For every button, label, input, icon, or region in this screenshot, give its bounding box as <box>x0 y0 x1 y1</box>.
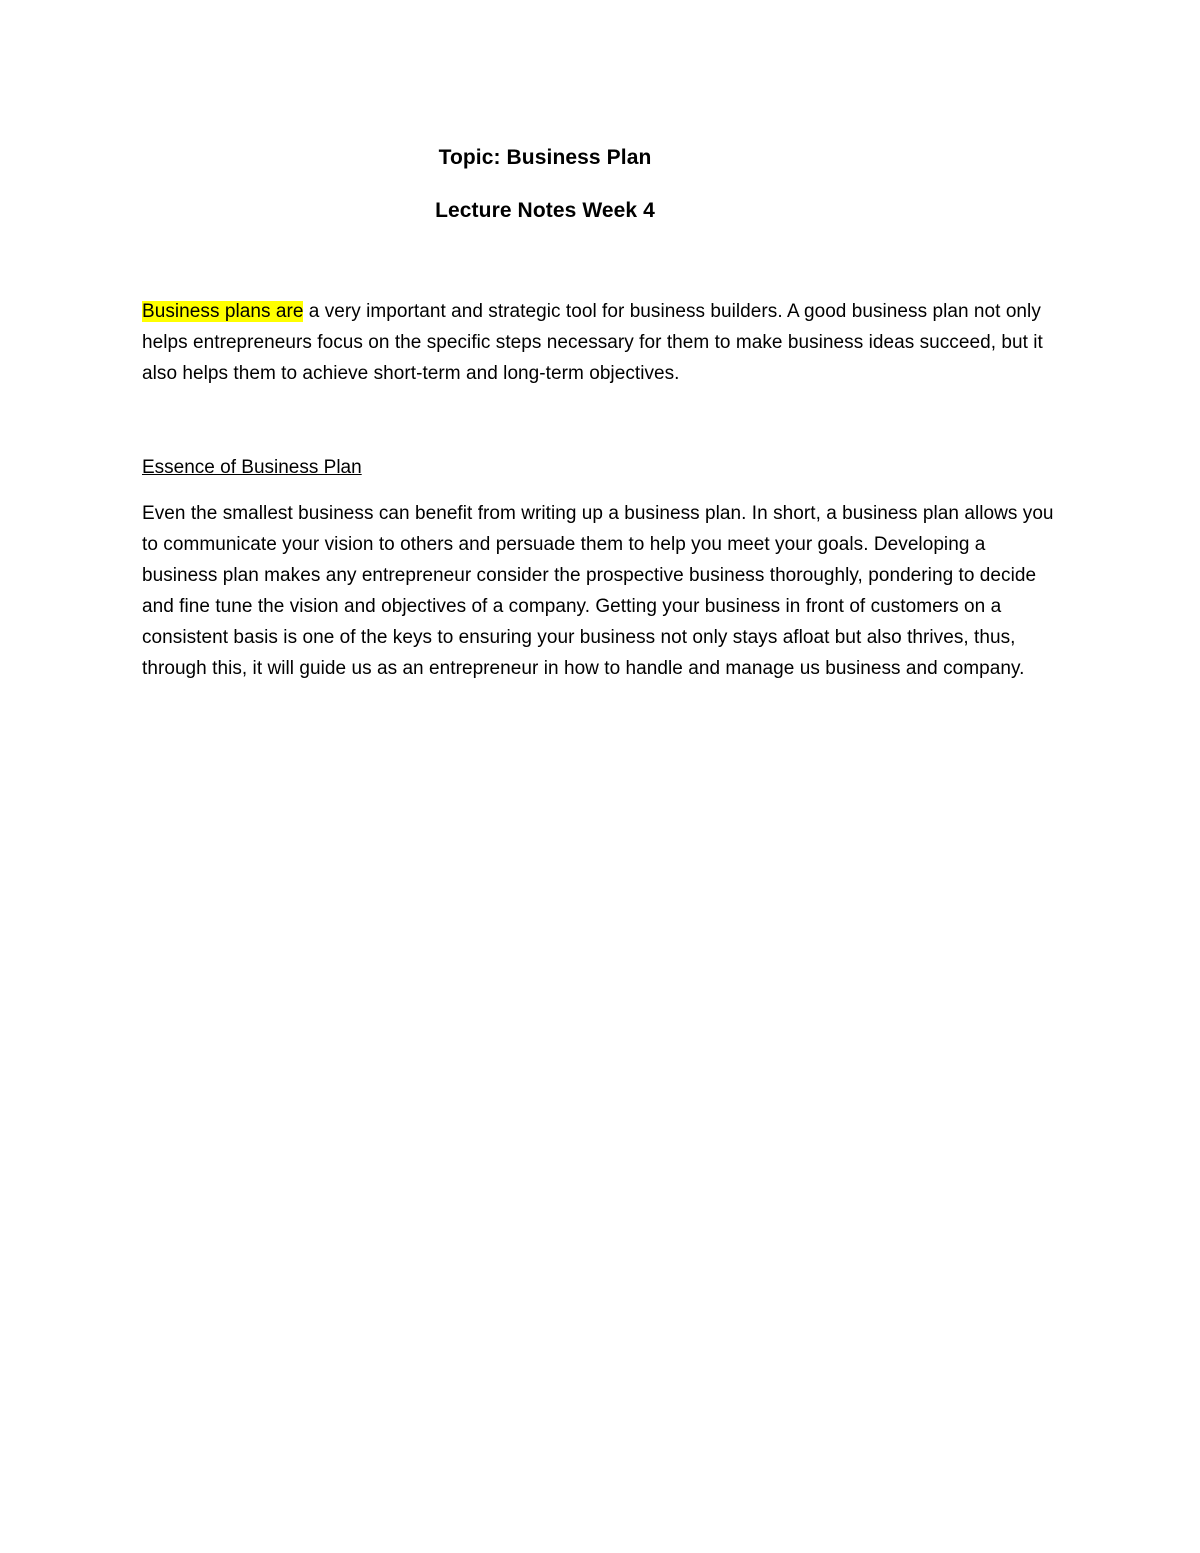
section-heading: Essence of Business Plan <box>142 457 362 478</box>
highlighted-text: Business plans are <box>142 301 304 322</box>
intro-paragraph <box>142 296 1062 389</box>
section-body: Even the smallest business can benefit from writing up a business plan. In short, a business plan allows you to communicate your vision to others and persuade them to help you meet your goals. Developing a business plan makes any entrepreneur consider the prospective business thoroughly, pondering to decide and fine tune the vision and objectives of a company. Getting your business in front of customers on a consistent basis is one of the keys to ensuring your business not only stays afloat but also thrives, thus, through this, it will guide us as an entrepreneur in how to handle and manage us business and company. <box>142 503 1054 679</box>
document-title: Topic: Business Plan <box>438 146 652 169</box>
intro-text: a very important and strategic tool for business builders. A good business plan not only helps entrepreneurs focus on the specific steps necessary for them to make business ideas succeed, but it also helps them to achieve short-term and long-term objectives. <box>142 301 1043 384</box>
document-subtitle: Lecture Notes Week 4 <box>435 199 655 222</box>
